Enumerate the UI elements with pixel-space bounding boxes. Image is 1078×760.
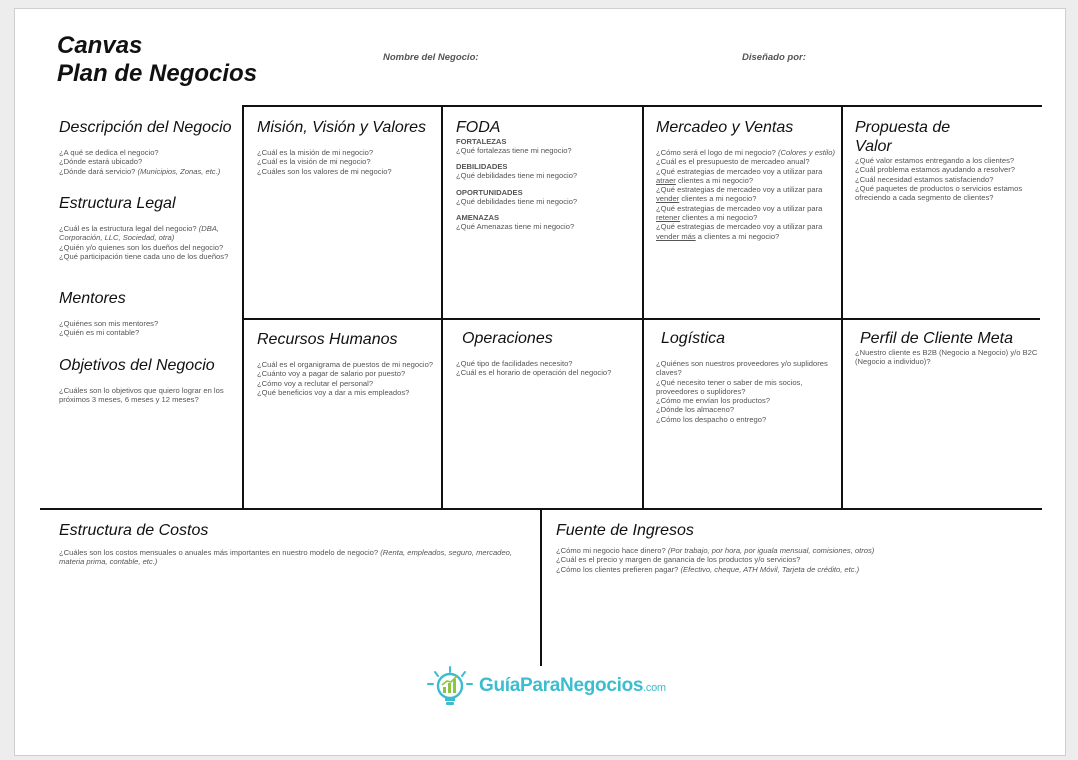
ingresos-title: Fuente de Ingresos [556,522,694,539]
operaciones-questions [456,359,638,378]
costos-title: Estructura de Costos [59,522,209,539]
lightbulb-chart-icon [424,665,476,707]
brand-logo [424,665,666,707]
mision-title: Misión, Visión y Valores [257,119,426,136]
question: ¿Cuál necesidad estamos satisfaciendo? [855,174,994,184]
amenazas-label: AMENAZAS [456,212,500,222]
mentores-title: Mentores [59,290,126,307]
costos-questions [59,548,537,567]
question: ¿A qué se dedica el negocio? [59,148,159,157]
mercadeo-questions [656,148,836,241]
oportunidades-label: OPORTUNIDADES [456,187,523,197]
question: ¿Dónde dará servicio? (Municipios, Zonas, etc.) [59,166,221,176]
question: ¿Cuál es la misión de mi negocio? [257,148,374,157]
question: ¿Cuál es el organigrama de puestos de mi negocio? [257,360,434,369]
foda-title: FODA [456,119,501,136]
question: ¿Qué participación tiene cada uno de los dueños? [59,251,229,261]
question: ¿Cómo los despacho o entrego? [656,414,767,424]
question: ¿Cómo será el logo de mi negocio? (Colores y estilo) [656,148,835,157]
debilidades-question: ¿Qué debilidades tiene mi negocio? [456,171,578,181]
question: ¿Cuál es el horario de operación del negocio? [456,368,612,378]
section-mentores [59,289,239,338]
question: ¿Cuáles son los valores de mi negocio? [257,166,392,176]
question: ¿Quién es mi contable? [59,328,140,338]
section-foda [456,118,638,231]
grid-line-v2 [441,105,443,509]
section-mision [257,118,437,176]
ingresos-questions [556,546,896,574]
debilidades-label: DEBILIDADES [456,162,508,172]
propuesta-title [855,118,1040,156]
section-descripcion [59,118,239,176]
estructura-legal-title: Estructura Legal [59,195,176,212]
perfil-title: Perfil de Cliente Meta [860,330,1013,347]
question: ¿Cuál es la estructura legal del negocio? (DBA, Corporación, LLC, Sociedad, otra) [59,224,220,243]
question: ¿Qué estrategias de mercadeo voy a utilizar para retener clientes a mi negocio? [656,203,823,223]
question: ¿Cómo mi negocio hace dinero? (Por trabajo, por hora, por iguala mensual, comisiones, otros) [556,546,875,555]
question: ¿Cómo me envían los productos? [656,396,770,406]
question: ¿Qué estrategias de mercadeo voy a utilizar para vender más a clientes a mi negocio? [656,222,823,241]
question: ¿Cómo voy a reclutar el personal? [257,378,374,388]
question: ¿Cuáles son lo objetivos que quiero lograr en los próximos 3 meses, 6 meses y 12 meses? [59,386,224,405]
brand-logo-text: GuíaParaNegocios.com [479,675,666,696]
question: ¿Dónde los almaceno? [656,405,735,415]
question: ¿Qué necesito tener o saber de mis socios, proveedores o suplidores? [656,377,803,396]
question: ¿Cuáles son los costos mensuales o anuales más importantes en nuestro modelo de negocio? (Renta, empleados, seguro, mercadeo, materia prima, contable, etc.) [59,548,512,567]
question: ¿Cuál problema estamos ayudando a resolver? [855,165,1015,175]
question: ¿Qué valor estamos entregando a los clientes? [855,156,1015,165]
fortalezas-label: FORTALEZAS [456,137,507,146]
question: ¿Cuánto voy a pagar de salario por puesto? [257,369,406,379]
recursos-title: Recursos Humanos [257,331,398,348]
business-name-label: Nombre del Negocio: [383,52,479,63]
oportunidades-question: ¿Qué debilidades tiene mi negocio? [456,196,578,206]
question: ¿Qué estrategias de mercadeo voy a utilizar para vender clientes a mi negocio? [656,185,823,204]
mentores-questions [59,319,239,338]
section-mercadeo [656,118,836,241]
section-logistica [656,329,836,424]
descripcion-title: Descripción del Negocio [59,119,232,136]
page-title [57,32,257,88]
designed-by-label: Diseñado por: [742,52,806,63]
recursos-questions [257,360,437,397]
section-operaciones [456,329,638,378]
question: ¿Cuál es el presupuesto de mercadeo anual? [656,157,810,167]
section-perfil [855,329,1040,367]
question: ¿Nuestro cliente es B2B (Negocio a Negocio) y/o B2C (Negocio a individuo)? [855,348,1038,367]
question: ¿Quiénes son nuestros proveedores y/o suplidores claves? [656,359,828,378]
descripcion-questions [59,148,239,176]
section-ingresos [556,521,896,574]
grid-line-v3 [642,105,644,509]
question: ¿Quién y/o quienes son los dueños del negocio? [59,242,224,252]
perfil-questions [855,348,1040,367]
title-line-2: Plan de Negocios [57,60,258,87]
question: ¿Qué tipo de facilidades necesito? [456,359,573,368]
propuesta-title-line-1: Propuesta de [855,119,951,136]
grid-line-middle [243,318,1040,320]
operaciones-title: Operaciones [462,330,553,347]
objetivos-questions [59,386,239,405]
mercadeo-title: Mercadeo y Ventas [656,119,794,136]
estructura-legal-questions [59,224,239,261]
fortalezas-question: ¿Qué fortalezas tiene mi negocio? [456,146,572,155]
amenazas-question: ¿Qué Amenazas tiene mi negocio? [456,221,575,231]
title-line-1: Canvas [57,32,143,59]
question: ¿Cuál es la visión de mi negocio? [257,157,371,167]
propuesta-title-line-2: Valor [855,138,892,155]
logistica-title: Logística [661,330,726,347]
grid-line-v1 [242,105,244,509]
propuesta-questions [855,156,1040,202]
question: ¿Quiénes son mis mentores? [59,319,159,328]
section-objetivos [59,356,239,405]
question: ¿Qué estrategias de mercadeo voy a utilizar para atraer clientes a mi negocio? [656,166,823,185]
section-estructura-legal [59,194,239,261]
question: ¿Cuál es el precio y margen de ganancia de los productos y/o servicios? [556,555,801,565]
logistica-questions [656,359,836,424]
grid-line-v4 [841,105,843,509]
question: ¿Cómo los clientes prefieren pagar? (Efectivo, cheque, ATH Móvil, Tarjeta de crédito, etc.) [556,564,860,574]
section-propuesta [855,118,1040,202]
section-recursos [257,330,437,397]
question: ¿Dónde estará ubicado? [59,157,143,167]
section-costos [59,521,537,567]
grid-line-v-bottom [540,508,542,666]
question: ¿Qué paquetes de productos o servicios estamos ofreciendo a cada segmento de clientes? [855,183,1023,203]
objetivos-title: Objetivos del Negocio [59,357,215,374]
question: ¿Qué beneficios voy a dar a mis empleados? [257,387,410,397]
mision-questions [257,148,437,176]
